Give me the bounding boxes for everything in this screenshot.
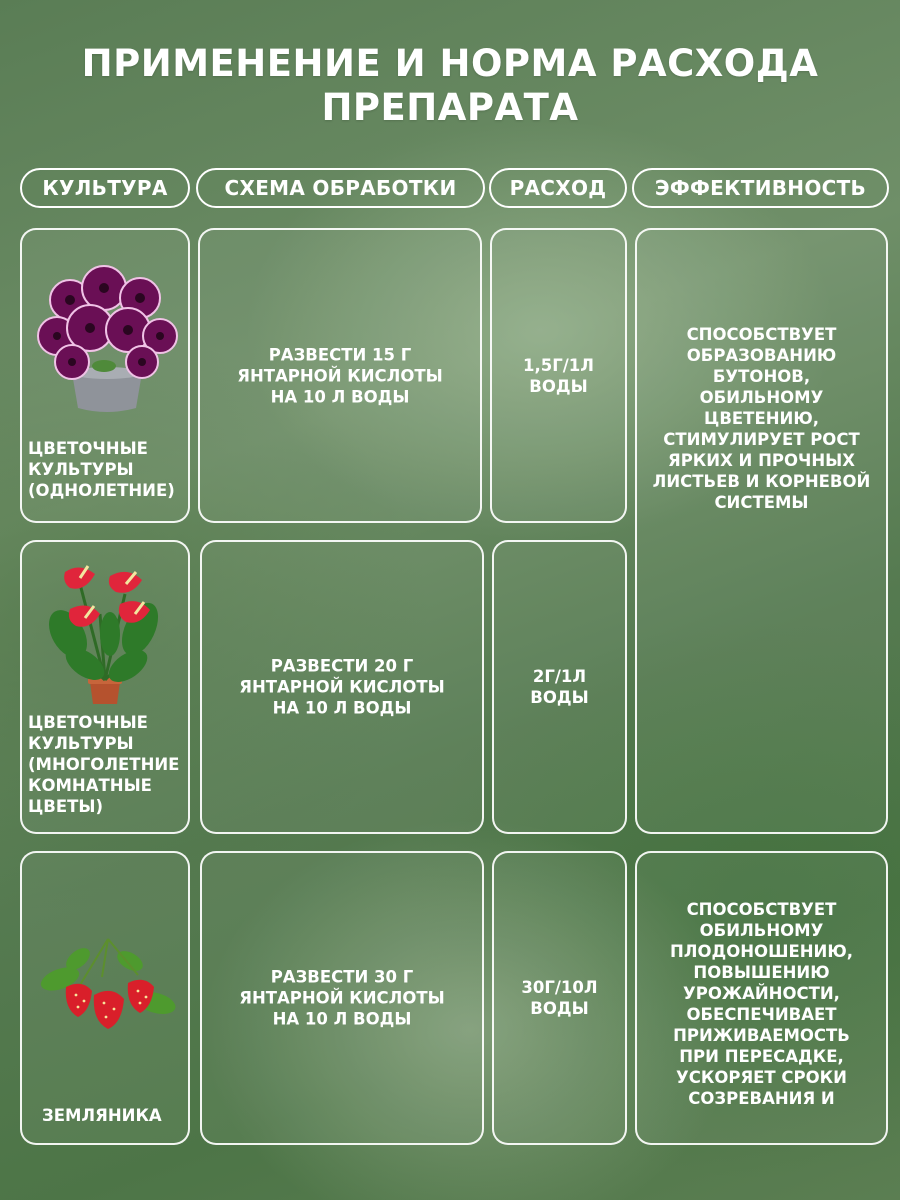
culture-cell-annual-flowers [20,228,190,523]
scheme-text: РАЗВЕСТИ 30 Г ЯНТАРНОЙ КИСЛОТЫ НА 10 Л ВОДЫ [239,967,445,1029]
culture-cell-perennial-flowers [20,540,190,834]
title-line-1: ПРИМЕНЕНИЕ И НОРМА РАСХОДА [81,42,819,85]
anthurium-pot-image [40,554,170,704]
rate-cell-3 [492,851,627,1145]
rate-text: 2Г/1Л ВОДЫ [530,667,589,707]
header-rate: РАСХОД [489,168,627,208]
rate-text: 30Г/10Л ВОДЫ [521,978,598,1018]
scheme-cell-3 [200,851,484,1145]
culture-label: ЦВЕТОЧНЫЕ КУЛЬТУРЫ (МНОГОЛЕТНИЕ КОМНАТНЫЕ ЦВЕТЫ) [28,713,180,816]
header-scheme: СХЕМА ОБРАБОТКИ [196,168,485,208]
scheme-cell-2 [200,540,484,834]
title-line-2: ПРЕПАРАТА [321,86,579,129]
rate-cell-1 [490,228,627,523]
effect-cell-flowers [635,228,888,834]
culture-cell-strawberry [20,851,190,1145]
page-title [0,42,900,130]
effect-text: СПОСОБСТВУЕТ ОБИЛЬНОМУ ПЛОДОНОШЕНИЮ, ПОВЫШЕНИЮ УРОЖАЙНОСТИ, ОБЕСПЕЧИВАЕТ ПРИЖИВАЕМОСТЬ ПРИ ПЕРЕСАДКЕ, УСКОРЯЕТ СРОКИ СОЗРЕВАНИЯ И [669,900,853,1108]
scheme-cell-1 [198,228,482,523]
effect-text: СПОСОБСТВУЕТ ОБРАЗОВАНИЮ БУТОНОВ, ОБИЛЬНОМУ ЦВЕТЕНИЮ, СТИМУЛИРУЕТ РОСТ ЯРКИХ И ПРОЧНЫХ ЛИСТЬЕВ И КОРНЕВОЙ СИСТЕМЫ [652,325,871,512]
scheme-text: РАЗВЕСТИ 20 Г ЯНТАРНОЙ КИСЛОТЫ НА 10 Л ВОДЫ [239,656,445,718]
scheme-text: РАЗВЕСТИ 15 Г ЯНТАРНОЙ КИСЛОТЫ НА 10 Л ВОДЫ [237,345,443,406]
culture-label: ЦВЕТОЧНЫЕ КУЛЬТУРЫ (ОДНОЛЕТНИЕ) [28,439,175,500]
rate-cell-2 [492,540,627,834]
rate-text: 1,5Г/1Л ВОДЫ [523,355,594,396]
culture-label: ЗЕМЛЯНИКА [42,1106,162,1125]
petunia-flower-pot-image [32,258,182,418]
effect-cell-strawberry [635,851,888,1145]
header-culture: КУЛЬТУРА [20,168,190,208]
strawberry-image [38,937,178,1032]
header-effect: ЭФФЕКТИВНОСТЬ [632,168,889,208]
